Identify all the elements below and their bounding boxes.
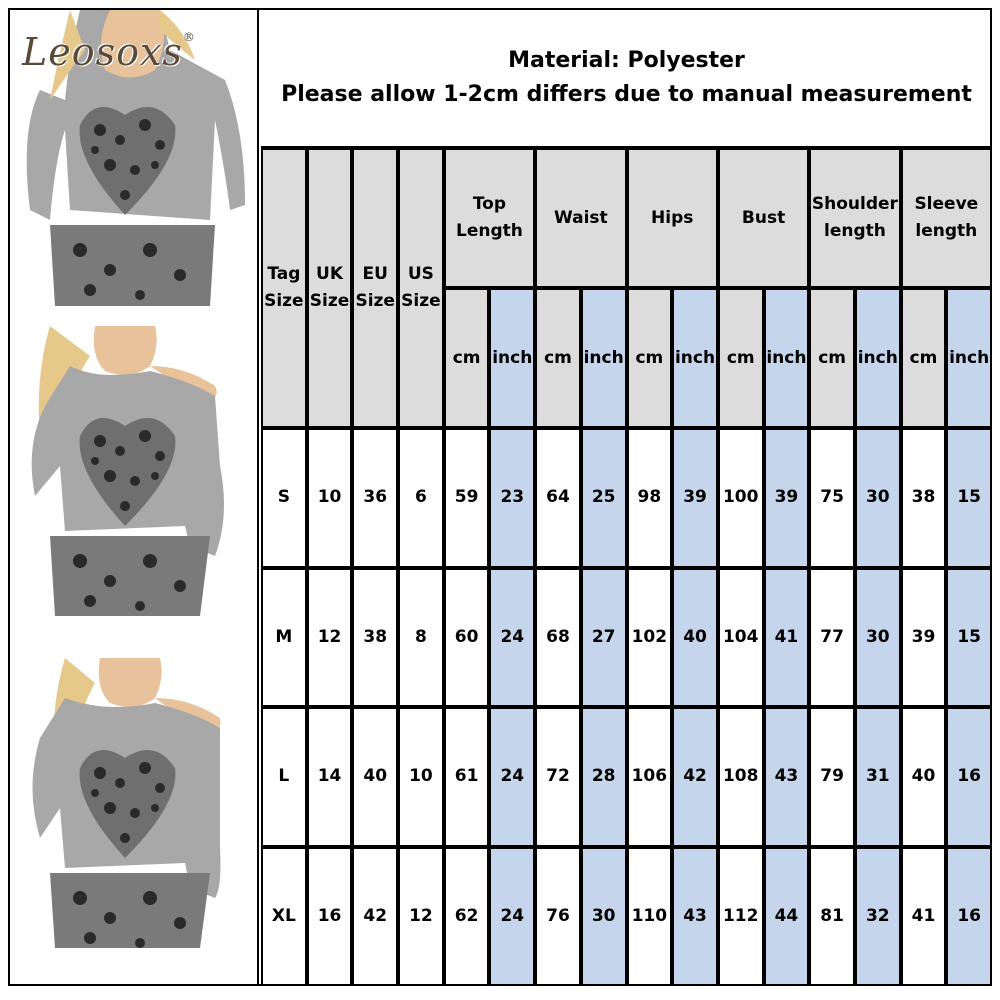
table-value-cell: 24 [489,707,535,847]
table-value-cell: 8 [398,568,444,708]
unit-inch-cell: inch [581,288,627,428]
table-value-cell: 14 [307,707,353,847]
table-value-cell: 30 [581,847,627,987]
table-value-cell: 64 [535,428,581,568]
table-value-cell: 44 [764,847,810,987]
measure-header-cell: Waist [535,148,626,288]
product-photo [10,326,257,616]
table-value-cell: 112 [718,847,764,987]
table-value-cell: 75 [809,428,855,568]
table-value-cell: 72 [535,707,581,847]
table-value-cell: L [261,707,307,847]
table-value-cell: 41 [764,568,810,708]
table-value-cell: XL [261,847,307,987]
unit-cm-cell: cm [627,288,673,428]
table-value-cell: 24 [489,568,535,708]
table-value-cell: 27 [581,568,627,708]
table-value-cell: 76 [535,847,581,987]
table-value-cell: 32 [855,847,901,987]
table-value-cell: 98 [627,428,673,568]
product-photo [10,658,257,948]
table-value-cell: 102 [627,568,673,708]
measure-header-cell: Sleeve length [901,148,992,288]
table-value-cell: 62 [444,847,490,987]
table-value-cell: 100 [718,428,764,568]
table-value-cell: M [261,568,307,708]
table-value-cell: 40 [352,707,398,847]
unit-inch-cell: inch [946,288,992,428]
unit-cm-cell: cm [809,288,855,428]
size-header-cell: Tag Size [261,148,307,428]
table-value-cell: 77 [809,568,855,708]
table-value-cell: 79 [809,707,855,847]
table-value-cell: 25 [581,428,627,568]
unit-cm-cell: cm [718,288,764,428]
measure-header-cell: Hips [627,148,718,288]
table-value-cell: 38 [901,428,947,568]
unit-cm-cell: cm [901,288,947,428]
table-value-cell: 59 [444,428,490,568]
table-value-cell: 43 [764,707,810,847]
table-value-cell: 81 [809,847,855,987]
table-value-cell: 16 [946,847,992,987]
unit-inch-cell: inch [672,288,718,428]
table-value-cell: 10 [307,428,353,568]
photo-column [10,10,259,984]
measurement-note: Please allow 1-2cm differs due to manual measurement [281,82,972,107]
table-value-cell: 43 [672,847,718,987]
table-value-cell: 61 [444,707,490,847]
table-value-cell: 10 [398,707,444,847]
material-line: Material: Polyester [508,48,745,73]
measure-header-cell: Top Length [444,148,535,288]
table-value-cell: 15 [946,568,992,708]
table-value-cell: 30 [855,568,901,708]
size-header-cell: EU Size [352,148,398,428]
table-value-cell: 106 [627,707,673,847]
table-value-cell: 15 [946,428,992,568]
table-value-cell: 104 [718,568,764,708]
table-value-cell: 41 [901,847,947,987]
table-value-cell: S [261,428,307,568]
size-header-cell: UK Size [307,148,353,428]
table-value-cell: 39 [764,428,810,568]
model-photo-3 [10,658,257,948]
measure-header-cell: Shoulder length [809,148,900,288]
table-value-cell: 28 [581,707,627,847]
table-value-cell: 6 [398,428,444,568]
table-value-cell: 24 [489,847,535,987]
brand-logo: Leosoxs® [22,30,196,74]
table-value-cell: 60 [444,568,490,708]
chart-header [261,10,992,148]
table-value-cell: 16 [946,707,992,847]
table-value-cell: 42 [352,847,398,987]
unit-cm-cell: cm [535,288,581,428]
table-value-cell: 40 [672,568,718,708]
table-value-cell: 36 [352,428,398,568]
measure-header-cell: Bust [718,148,809,288]
size-header-cell: US Size [398,148,444,428]
table-value-cell: 40 [901,707,947,847]
table-value-cell: 108 [718,707,764,847]
table-value-cell: 42 [672,707,718,847]
unit-inch-cell: inch [855,288,901,428]
table-value-cell: 16 [307,847,353,987]
table-value-cell: 39 [901,568,947,708]
table-value-cell: 39 [672,428,718,568]
unit-inch-cell: inch [764,288,810,428]
table-value-cell: 12 [398,847,444,987]
table-value-cell: 12 [307,568,353,708]
unit-inch-cell: inch [489,288,535,428]
model-photo-2 [10,326,257,616]
table-value-cell: 110 [627,847,673,987]
table-value-cell: 23 [489,428,535,568]
unit-cm-cell: cm [444,288,490,428]
table-value-cell: 30 [855,428,901,568]
table-value-cell: 38 [352,568,398,708]
table-value-cell: 31 [855,707,901,847]
table-value-cell: 68 [535,568,581,708]
size-table [261,148,992,986]
